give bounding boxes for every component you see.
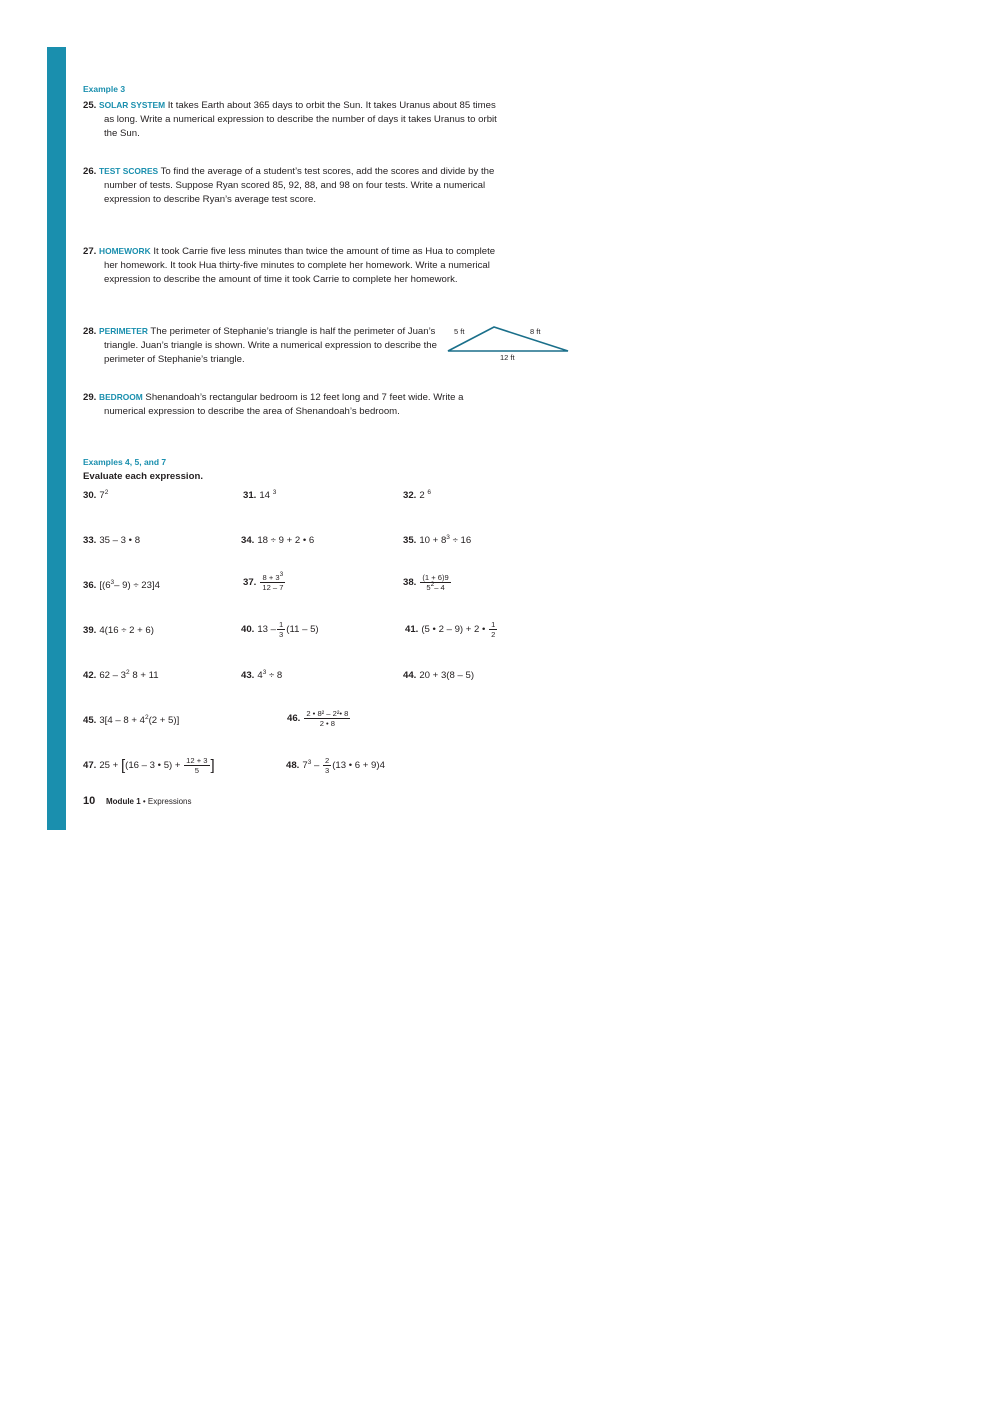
triangle-side-left-label: 5 ft bbox=[454, 327, 465, 336]
exercise-number: 46. bbox=[287, 713, 301, 725]
expr-part: (2 + 5)] bbox=[148, 715, 180, 726]
triangle-shape bbox=[448, 327, 568, 351]
problem-number: 25. bbox=[83, 100, 97, 111]
exercise-number: 34. bbox=[241, 535, 255, 546]
expr-part: (13 • 6 + 9)4 bbox=[332, 760, 385, 772]
triangle-side-right-label: 8 ft bbox=[530, 327, 541, 336]
expr-exponent: 2 bbox=[104, 489, 109, 496]
right-bracket: ] bbox=[210, 757, 215, 774]
expr-part: 62 – 3 bbox=[99, 670, 127, 681]
exercise-44 bbox=[403, 670, 474, 681]
sidebar-color-bar bbox=[47, 47, 66, 830]
problem-27 bbox=[83, 244, 503, 287]
exercise-number: 48. bbox=[286, 760, 300, 772]
expr-fraction bbox=[304, 709, 350, 728]
expr-part: 8 + 11 bbox=[132, 670, 159, 681]
exercise-number: 37. bbox=[243, 577, 257, 589]
exercise-number: 44. bbox=[403, 670, 417, 681]
examples-4-5-7-header: Examples 4, 5, and 7 bbox=[83, 457, 167, 467]
expr-part: 13 – bbox=[257, 624, 277, 636]
fraction-numerator: 2 • 8² – 2²• 8 bbox=[306, 709, 349, 718]
problem-keyword: BEDROOM bbox=[99, 392, 143, 402]
exercise-40 bbox=[241, 620, 319, 639]
exercise-46 bbox=[287, 709, 351, 728]
exercise-35 bbox=[403, 535, 471, 546]
expr-fraction bbox=[260, 573, 285, 592]
exercise-number: 38. bbox=[403, 577, 417, 589]
problem-number: 27. bbox=[83, 246, 97, 257]
expr-part: (16 – 3 • 5) + bbox=[125, 760, 181, 772]
fraction-numerator: 1 bbox=[279, 620, 284, 629]
module-footer bbox=[106, 797, 192, 806]
problem-text: It takes Earth about 365 days to orbit the Sun. It takes Uranus about 85 times as long. Write a numerical expression to describe the number of days it takes Uranus to orbit the Sun. bbox=[104, 100, 497, 139]
fraction-numerator: (1 + 6)9 bbox=[422, 573, 449, 582]
exercise-39 bbox=[83, 625, 154, 636]
fraction-denominator: 12 – 7 bbox=[262, 583, 284, 592]
fraction-numerator: 2 bbox=[325, 756, 330, 765]
fraction-denominator: 5 bbox=[194, 766, 199, 775]
expr-fraction bbox=[184, 756, 209, 775]
fraction-denominator-rest: – 4 bbox=[434, 583, 445, 592]
exercise-number: 35. bbox=[403, 535, 417, 546]
fraction-numerator: 8 + 3 bbox=[262, 573, 280, 582]
triangle-base-label: 12 ft bbox=[500, 353, 515, 362]
expr-text: 20 + 3(8 – 5) bbox=[419, 670, 475, 681]
fraction-denominator: 3 bbox=[279, 630, 284, 639]
expr-fraction bbox=[420, 573, 450, 592]
page-number: 10 bbox=[83, 795, 96, 807]
expr-part: 3[4 – 8 + 4 bbox=[99, 715, 145, 726]
exercise-number: 45. bbox=[83, 715, 97, 726]
module-topic: • Expressions bbox=[140, 797, 192, 806]
exercise-45 bbox=[83, 715, 179, 726]
fraction-denominator: 3 bbox=[325, 766, 330, 775]
juan-triangle-figure bbox=[440, 320, 580, 365]
expr-fraction bbox=[277, 620, 285, 639]
expr-fraction bbox=[489, 620, 497, 639]
expr-text: 35 – 3 • 8 bbox=[99, 535, 141, 546]
exercise-32 bbox=[403, 490, 431, 501]
problem-28 bbox=[83, 324, 443, 367]
left-bracket: [ bbox=[120, 757, 126, 774]
expr-text: 18 ÷ 9 + 2 • 6 bbox=[257, 535, 315, 546]
problem-number: 28. bbox=[83, 326, 97, 337]
problem-keyword: SOLAR SYSTEM bbox=[99, 100, 166, 110]
exercise-number: 33. bbox=[83, 535, 97, 546]
expr-part: (11 – 5) bbox=[286, 624, 319, 636]
problem-text: To find the average of a student’s test scores, add the scores and divide by the number of tests. Suppose Ryan scored 85, 92, 88, and 98 on four tests. Write a numerical expression to describe Ryan’s average test score. bbox=[104, 166, 495, 205]
exercise-number: 39. bbox=[83, 625, 97, 636]
module-name: Module 1 bbox=[106, 797, 141, 806]
fraction-denominator: 5 bbox=[426, 583, 431, 592]
expr-part: 7 bbox=[302, 760, 308, 772]
exercise-34 bbox=[241, 535, 314, 546]
exercise-38 bbox=[403, 573, 452, 592]
expr-part: ÷ 16 bbox=[452, 535, 472, 546]
exercise-number: 43. bbox=[241, 670, 255, 681]
expr-exponent: 2 bbox=[144, 714, 149, 721]
expr-part: – bbox=[313, 760, 320, 772]
example-3-header: Example 3 bbox=[83, 84, 126, 94]
problem-text: The perimeter of Stephanie’s triangle is half the perimeter of Juan’s triangle. Juan’s triangle is shown. Write a numerical expression to describe the perimeter of Stephanie’s triangle. bbox=[104, 326, 437, 365]
exercise-33 bbox=[83, 535, 140, 546]
expr-part: – 9) ÷ 23]4 bbox=[114, 580, 160, 591]
problem-keyword: TEST SCORES bbox=[99, 166, 159, 176]
expr-exponent: 3 bbox=[262, 669, 267, 676]
exercise-31 bbox=[243, 490, 276, 501]
problem-number: 26. bbox=[83, 166, 97, 177]
exercise-47 bbox=[83, 756, 215, 775]
exercise-42 bbox=[83, 670, 159, 681]
exercise-number: 36. bbox=[83, 580, 97, 591]
expr-part: (5 • 2 – 9) + 2 • bbox=[421, 624, 486, 636]
fraction-numerator: 12 + 3 bbox=[186, 756, 208, 765]
problem-keyword: HOMEWORK bbox=[99, 246, 151, 256]
problem-29 bbox=[83, 390, 503, 419]
expr-fraction bbox=[323, 756, 331, 775]
expr-base: 7 bbox=[99, 490, 105, 501]
exercise-36 bbox=[83, 580, 160, 591]
problem-text: It took Carrie five less minutes than twice the amount of time as Hua to complete her homework. It took Hua thirty-five minutes to complete her homework. Write a numerical expression to describe the amount of time it took Carrie to complete her homework. bbox=[104, 246, 496, 285]
expr-exponent: 2 bbox=[126, 669, 130, 676]
exercise-41 bbox=[405, 620, 498, 639]
fraction-numerator: 1 bbox=[491, 620, 496, 629]
expr-base: 14 bbox=[259, 490, 271, 501]
expr-part: [(6 bbox=[99, 580, 111, 591]
exercise-number: 40. bbox=[241, 624, 255, 636]
fraction-denominator: 2 • 8 bbox=[319, 719, 336, 728]
exercise-48 bbox=[286, 756, 385, 775]
expr-part: ÷ 8 bbox=[268, 670, 283, 681]
expr-part: 4 bbox=[257, 670, 263, 681]
expr-exponent: 3 bbox=[307, 759, 312, 767]
expr-exponent: 3 bbox=[110, 579, 115, 586]
expr-exponent: 3 bbox=[279, 571, 284, 578]
expr-part: 10 + 8 bbox=[419, 535, 447, 546]
expr-text: 4(16 ÷ 2 + 6) bbox=[99, 625, 154, 636]
expr-exponent: 2 bbox=[430, 581, 435, 588]
expr-exponent: 3 bbox=[272, 489, 277, 496]
expr-exponent: 6 bbox=[427, 489, 431, 496]
problem-number: 29. bbox=[83, 392, 97, 403]
expr-part: 25 + bbox=[99, 760, 119, 772]
instruction-text: Evaluate each expression. bbox=[83, 471, 203, 482]
fraction-denominator: 2 bbox=[491, 630, 496, 639]
problem-25 bbox=[83, 98, 503, 141]
exercise-43 bbox=[241, 670, 282, 681]
expr-base: 2 bbox=[419, 490, 425, 501]
expr-exponent: 3 bbox=[446, 534, 450, 541]
exercise-number: 42. bbox=[83, 670, 97, 681]
problem-text: Shenandoah’s rectangular bedroom is 12 feet long and 7 feet wide. Write a numerical expression to describe the area of Shenandoah’s bedroom. bbox=[104, 392, 464, 417]
exercise-number: 32. bbox=[403, 490, 417, 501]
problem-26 bbox=[83, 164, 503, 207]
exercise-number: 47. bbox=[83, 760, 97, 772]
exercise-30 bbox=[83, 490, 108, 501]
exercise-number: 30. bbox=[83, 490, 97, 501]
problem-keyword: PERIMETER bbox=[99, 326, 148, 336]
exercise-37 bbox=[243, 573, 286, 592]
exercise-number: 31. bbox=[243, 490, 257, 501]
exercise-number: 41. bbox=[405, 624, 419, 636]
